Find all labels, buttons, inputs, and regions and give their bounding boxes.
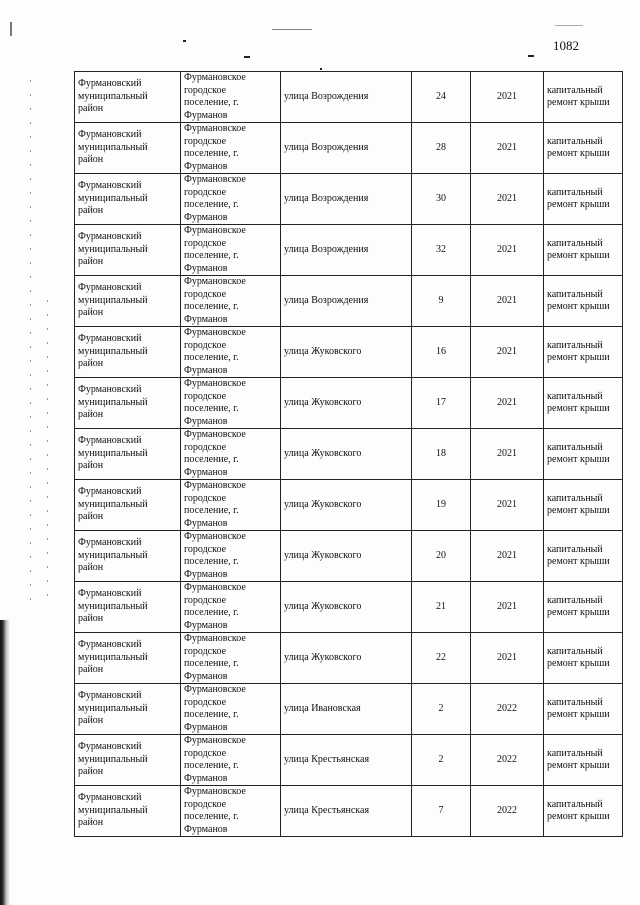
settlement-cell-text: Фурмановское городское поселение, г. Фурманов [184, 123, 246, 172]
settlement-cell [181, 123, 281, 174]
house-number-cell-text: 9 [438, 294, 444, 306]
district-cell [75, 174, 181, 225]
house-number-cell-text: 21 [436, 600, 446, 612]
page-number: 1082 [553, 38, 579, 53]
year-cell [471, 735, 544, 786]
table-row [75, 429, 623, 480]
street-cell [281, 327, 412, 378]
work-type-cell [544, 735, 623, 786]
settlement-cell-text: Фурмановское городское поселение, г. Фурманов [184, 429, 246, 478]
scan-artifact-left-dots [30, 80, 31, 600]
year-cell-text: 2021 [497, 192, 517, 204]
house-number-cell-text: 18 [436, 447, 446, 459]
house-number-cell [412, 378, 471, 429]
street-cell-text: улица Жуковского [284, 651, 362, 663]
year-cell [471, 378, 544, 429]
house-number-cell [412, 735, 471, 786]
street-cell-text: улица Ивановская [284, 702, 361, 714]
house-number-cell-text: 2 [438, 702, 444, 714]
district-cell [75, 327, 181, 378]
work-type-cell [544, 480, 623, 531]
work-type-cell [544, 72, 623, 123]
district-cell-text: Фурмановский муниципальный район [78, 231, 148, 268]
year-cell [471, 327, 544, 378]
settlement-cell [181, 480, 281, 531]
settlement-cell [181, 378, 281, 429]
table-row [75, 174, 623, 225]
table-row [75, 633, 623, 684]
settlement-cell-text: Фурмановское городское поселение, г. Фурманов [184, 786, 246, 835]
year-cell-text: 2021 [497, 651, 517, 663]
house-number-cell-text: 19 [436, 498, 446, 510]
district-cell-text: Фурмановский муниципальный район [78, 384, 148, 421]
house-number-cell [412, 531, 471, 582]
street-cell [281, 123, 412, 174]
work-type-cell-text: капитальный ремонт крыши [547, 135, 610, 159]
year-cell-text: 2021 [497, 498, 517, 510]
house-number-cell [412, 786, 471, 837]
house-number-cell [412, 123, 471, 174]
house-number-cell-text: 24 [436, 90, 446, 102]
year-cell [471, 480, 544, 531]
work-type-cell-text: капитальный ремонт крыши [547, 288, 610, 312]
district-cell-text: Фурмановский муниципальный район [78, 486, 148, 523]
work-type-cell-text: капитальный ремонт крыши [547, 390, 610, 414]
district-cell [75, 480, 181, 531]
table-row [75, 684, 623, 735]
street-cell [281, 684, 412, 735]
work-type-cell [544, 123, 623, 174]
work-type-cell-text: капитальный ремонт крыши [547, 798, 610, 822]
table-row [75, 378, 623, 429]
table-row [75, 786, 623, 837]
year-cell-text: 2021 [497, 141, 517, 153]
street-cell [281, 225, 412, 276]
table-row [75, 123, 623, 174]
street-cell [281, 735, 412, 786]
scan-artifact-corner [10, 22, 12, 36]
street-cell [281, 786, 412, 837]
work-type-cell-text: капитальный ремонт крыши [547, 339, 610, 363]
district-cell [75, 684, 181, 735]
settlement-cell [181, 327, 281, 378]
street-cell-text: улица Возрождения [284, 192, 369, 204]
work-type-cell [544, 582, 623, 633]
street-cell-text: улица Жуковского [284, 549, 362, 561]
street-cell-text: улица Жуковского [284, 498, 362, 510]
house-number-cell-text: 22 [436, 651, 446, 663]
house-number-cell [412, 684, 471, 735]
settlement-cell [181, 174, 281, 225]
street-cell-text: улица Возрождения [284, 141, 369, 153]
work-type-cell [544, 684, 623, 735]
street-cell [281, 276, 412, 327]
work-type-cell-text: капитальный ремонт крыши [547, 237, 610, 261]
work-type-cell-text: капитальный ремонт крыши [547, 747, 610, 771]
work-type-cell-text: капитальный ремонт крыши [547, 696, 610, 720]
year-cell [471, 429, 544, 480]
year-cell-text: 2022 [497, 753, 517, 765]
table-row [75, 327, 623, 378]
district-cell [75, 429, 181, 480]
year-cell [471, 225, 544, 276]
table-row [75, 582, 623, 633]
house-number-cell [412, 174, 471, 225]
scan-artifact-left-dots-2 [47, 300, 48, 600]
work-type-cell-text: капитальный ремонт крыши [547, 594, 610, 618]
district-cell [75, 582, 181, 633]
settlement-cell-text: Фурмановское городское поселение, г. Фурманов [184, 174, 246, 223]
work-type-cell [544, 786, 623, 837]
settlement-cell-text: Фурмановское городское поселение, г. Фурманов [184, 327, 246, 376]
district-cell [75, 378, 181, 429]
street-cell-text: улица Жуковского [284, 600, 362, 612]
street-cell [281, 429, 412, 480]
district-cell-text: Фурмановский муниципальный район [78, 129, 148, 166]
district-cell [75, 633, 181, 684]
district-cell-text: Фурмановский муниципальный район [78, 588, 148, 625]
house-number-cell [412, 582, 471, 633]
table-body [75, 72, 623, 837]
scan-artifact-dot [183, 40, 186, 42]
year-cell [471, 633, 544, 684]
work-type-cell [544, 429, 623, 480]
street-cell [281, 72, 412, 123]
year-cell-text: 2021 [497, 600, 517, 612]
work-type-cell [544, 225, 623, 276]
house-number-cell-text: 28 [436, 141, 446, 153]
district-cell-text: Фурмановский муниципальный район [78, 282, 148, 319]
district-cell-text: Фурмановский муниципальный район [78, 537, 148, 574]
settlement-cell-text: Фурмановское городское поселение, г. Фурманов [184, 225, 246, 274]
scan-artifact-left-edge [0, 620, 10, 905]
table-row [75, 531, 623, 582]
year-cell [471, 531, 544, 582]
table-row [75, 480, 623, 531]
settlement-cell [181, 684, 281, 735]
street-cell-text: улица Жуковского [284, 447, 362, 459]
work-type-cell [544, 378, 623, 429]
district-cell-text: Фурмановский муниципальный район [78, 180, 148, 217]
street-cell [281, 582, 412, 633]
year-cell [471, 582, 544, 633]
settlement-cell [181, 276, 281, 327]
work-type-cell [544, 633, 623, 684]
street-cell-text: улица Возрождения [284, 90, 369, 102]
settlement-cell-text: Фурмановское городское поселение, г. Фурманов [184, 633, 246, 682]
work-type-cell [544, 174, 623, 225]
street-cell-text: улица Крестьянская [284, 804, 370, 816]
district-cell-text: Фурмановский муниципальный район [78, 741, 148, 778]
work-type-cell-text: капитальный ремонт крыши [547, 645, 610, 669]
settlement-cell [181, 633, 281, 684]
district-cell [75, 225, 181, 276]
street-cell [281, 480, 412, 531]
year-cell-text: 2021 [497, 396, 517, 408]
year-cell [471, 684, 544, 735]
year-cell-text: 2021 [497, 549, 517, 561]
house-number-cell [412, 429, 471, 480]
work-type-cell-text: капитальный ремонт крыши [547, 84, 610, 108]
house-number-cell [412, 276, 471, 327]
work-type-cell [544, 276, 623, 327]
settlement-cell-text: Фурмановское городское поселение, г. Фурманов [184, 684, 246, 733]
year-cell-text: 2021 [497, 243, 517, 255]
year-cell [471, 72, 544, 123]
settlement-cell [181, 531, 281, 582]
house-number-cell [412, 72, 471, 123]
district-cell [75, 123, 181, 174]
year-cell [471, 174, 544, 225]
house-number-cell-text: 20 [436, 549, 446, 561]
district-cell [75, 72, 181, 123]
house-number-cell-text: 16 [436, 345, 446, 357]
work-type-cell-text: капитальный ремонт крыши [547, 186, 610, 210]
street-cell [281, 174, 412, 225]
scan-artifact-top-right-line [555, 25, 583, 26]
scan-artifact-dash [244, 56, 250, 58]
house-number-cell-text: 30 [436, 192, 446, 204]
house-number-cell [412, 633, 471, 684]
table-row [75, 225, 623, 276]
scan-artifact-dash-right [528, 55, 534, 57]
settlement-cell-text: Фурмановское городское поселение, г. Фурманов [184, 72, 246, 121]
street-cell-text: улица Возрождения [284, 294, 369, 306]
district-cell-text: Фурмановский муниципальный район [78, 333, 148, 370]
year-cell-text: 2021 [497, 447, 517, 459]
year-cell-text: 2021 [497, 294, 517, 306]
street-cell [281, 531, 412, 582]
settlement-cell [181, 786, 281, 837]
scan-artifact-top-line [272, 29, 312, 30]
district-cell-text: Фурмановский муниципальный район [78, 78, 148, 115]
work-type-cell [544, 531, 623, 582]
house-number-cell-text: 17 [436, 396, 446, 408]
work-type-cell [544, 327, 623, 378]
table-row [75, 72, 623, 123]
street-cell-text: улица Жуковского [284, 345, 362, 357]
street-cell-text: улица Жуковского [284, 396, 362, 408]
district-cell [75, 735, 181, 786]
district-cell-text: Фурмановский муниципальный район [78, 690, 148, 727]
year-cell [471, 786, 544, 837]
settlement-cell-text: Фурмановское городское поселение, г. Фурманов [184, 378, 246, 427]
settlement-cell [181, 582, 281, 633]
settlement-cell [181, 429, 281, 480]
district-cell-text: Фурмановский муниципальный район [78, 639, 148, 676]
repair-schedule-table [74, 71, 623, 837]
settlement-cell-text: Фурмановское городское поселение, г. Фурманов [184, 480, 246, 529]
house-number-cell-text: 2 [438, 753, 444, 765]
year-cell [471, 276, 544, 327]
settlement-cell [181, 735, 281, 786]
district-cell [75, 786, 181, 837]
district-cell [75, 276, 181, 327]
street-cell-text: улица Крестьянская [284, 753, 370, 765]
house-number-cell-text: 32 [436, 243, 446, 255]
settlement-cell [181, 225, 281, 276]
year-cell-text: 2022 [497, 702, 517, 714]
district-cell-text: Фурмановский муниципальный район [78, 792, 148, 829]
scan-artifact-dot-2 [320, 68, 322, 70]
year-cell-text: 2021 [497, 90, 517, 102]
work-type-cell-text: капитальный ремонт крыши [547, 492, 610, 516]
settlement-cell-text: Фурмановское городское поселение, г. Фурманов [184, 276, 246, 325]
district-cell [75, 531, 181, 582]
settlement-cell [181, 72, 281, 123]
work-type-cell-text: капитальный ремонт крыши [547, 441, 610, 465]
settlement-cell-text: Фурмановское городское поселение, г. Фурманов [184, 582, 246, 631]
street-cell-text: улица Возрождения [284, 243, 369, 255]
street-cell [281, 378, 412, 429]
house-number-cell [412, 225, 471, 276]
district-cell-text: Фурмановский муниципальный район [78, 435, 148, 472]
table-row [75, 735, 623, 786]
year-cell-text: 2022 [497, 804, 517, 816]
street-cell [281, 633, 412, 684]
house-number-cell-text: 7 [438, 804, 444, 816]
year-cell-text: 2021 [497, 345, 517, 357]
year-cell [471, 123, 544, 174]
table-row [75, 276, 623, 327]
work-type-cell-text: капитальный ремонт крыши [547, 543, 610, 567]
settlement-cell-text: Фурмановское городское поселение, г. Фурманов [184, 735, 246, 784]
house-number-cell [412, 327, 471, 378]
house-number-cell [412, 480, 471, 531]
settlement-cell-text: Фурмановское городское поселение, г. Фурманов [184, 531, 246, 580]
